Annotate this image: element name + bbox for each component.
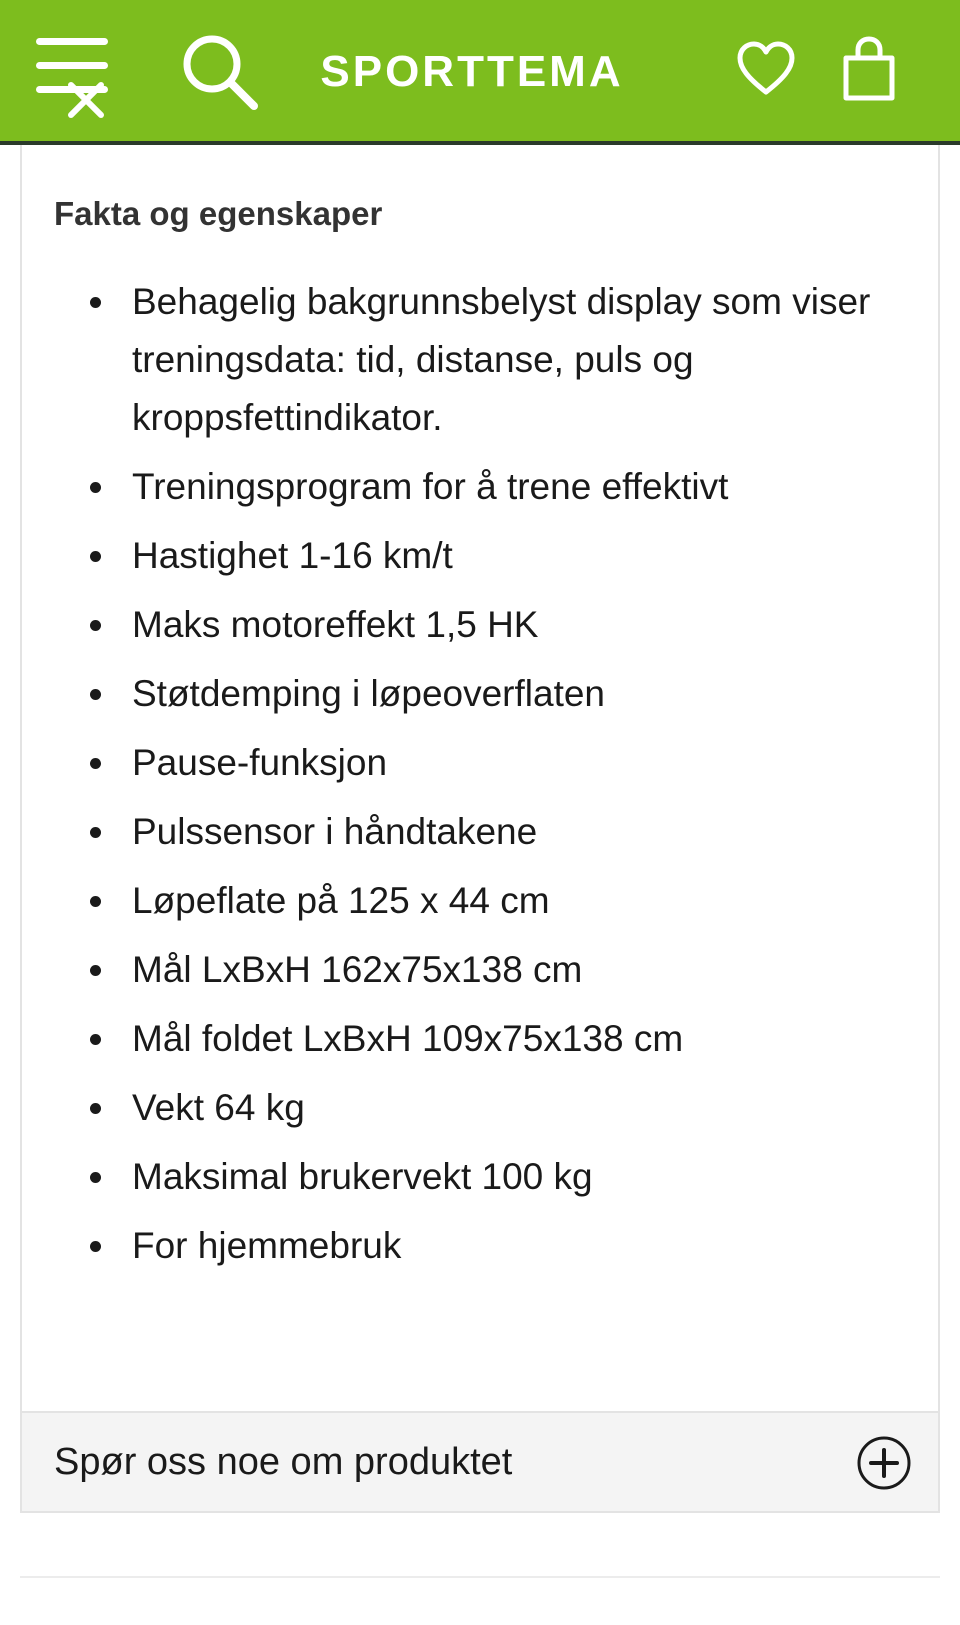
list-item-text: Støtdemping i løpeoverflaten — [132, 673, 606, 714]
brand-logo-text: SPORTTEMA — [320, 47, 624, 96]
bullet-icon — [90, 1172, 101, 1183]
bag-icon[interactable] — [840, 36, 898, 102]
list-item — [22, 458, 902, 516]
brand-logo[interactable] — [312, 44, 632, 100]
bullet-icon — [90, 689, 101, 700]
list-item-text: Pause-funksjon — [132, 742, 388, 783]
list-item-text: Mål LxBxH 162x75x138 cm — [132, 949, 583, 990]
list-item — [22, 665, 902, 723]
list-item-text: Hastighet 1-16 km/t — [132, 535, 453, 576]
plus-circle-icon[interactable] — [856, 1435, 912, 1491]
list-item — [22, 273, 902, 447]
heart-icon[interactable] — [736, 40, 796, 100]
list-item — [22, 941, 902, 999]
list-item-text: Maks motoreffekt 1,5 HK — [132, 604, 539, 645]
list-item — [22, 1010, 902, 1068]
bullet-icon — [90, 620, 101, 631]
menu-icon — [36, 38, 108, 45]
bullet-icon — [90, 1241, 101, 1252]
ask-question-accordion[interactable] — [22, 1411, 938, 1511]
list-item-text: Maksimal brukervekt 100 kg — [132, 1156, 593, 1197]
list-item-text: Treningsprogram for å trene effektivt — [132, 466, 729, 507]
list-item — [22, 1079, 902, 1137]
ask-question-label: Spør oss noe om produktet — [54, 1441, 513, 1483]
list-item — [22, 596, 902, 654]
bullet-icon — [90, 297, 101, 308]
list-item — [22, 1148, 902, 1206]
bullet-icon — [90, 551, 101, 562]
list-item — [22, 527, 902, 585]
list-item — [22, 1217, 902, 1275]
site-header — [0, 0, 960, 145]
list-item-text: Pulssensor i håndtakene — [132, 811, 538, 852]
section-title: Fakta og egenskaper — [54, 195, 383, 232]
list-item-text: Vekt 64 kg — [132, 1087, 305, 1128]
list-item — [22, 734, 902, 792]
menu-button[interactable] — [36, 38, 108, 124]
bullet-icon — [90, 1103, 101, 1114]
search-icon[interactable] — [178, 30, 262, 114]
bullet-icon — [90, 827, 101, 838]
bullet-icon — [90, 1034, 101, 1045]
list-item-text: For hjemmebruk — [132, 1225, 402, 1266]
bullet-icon — [90, 965, 101, 976]
divider — [20, 1576, 940, 1578]
bullet-icon — [90, 896, 101, 907]
bullet-icon — [90, 758, 101, 769]
menu-icon-bar — [36, 62, 108, 69]
feature-list — [22, 273, 902, 1286]
bullet-icon — [90, 482, 101, 493]
list-item — [22, 803, 902, 861]
product-facts-card — [20, 145, 940, 1513]
list-item-text: Behagelig bakgrunnsbelyst display som viser treningsdata: tid, distanse, puls og kroppsfettindikator. — [132, 281, 871, 438]
list-item-text: Løpeflate på 125 x 44 cm — [132, 880, 550, 921]
list-item — [22, 872, 902, 930]
close-icon — [66, 80, 106, 120]
list-item-text: Mål foldet LxBxH 109x75x138 cm — [132, 1018, 684, 1059]
